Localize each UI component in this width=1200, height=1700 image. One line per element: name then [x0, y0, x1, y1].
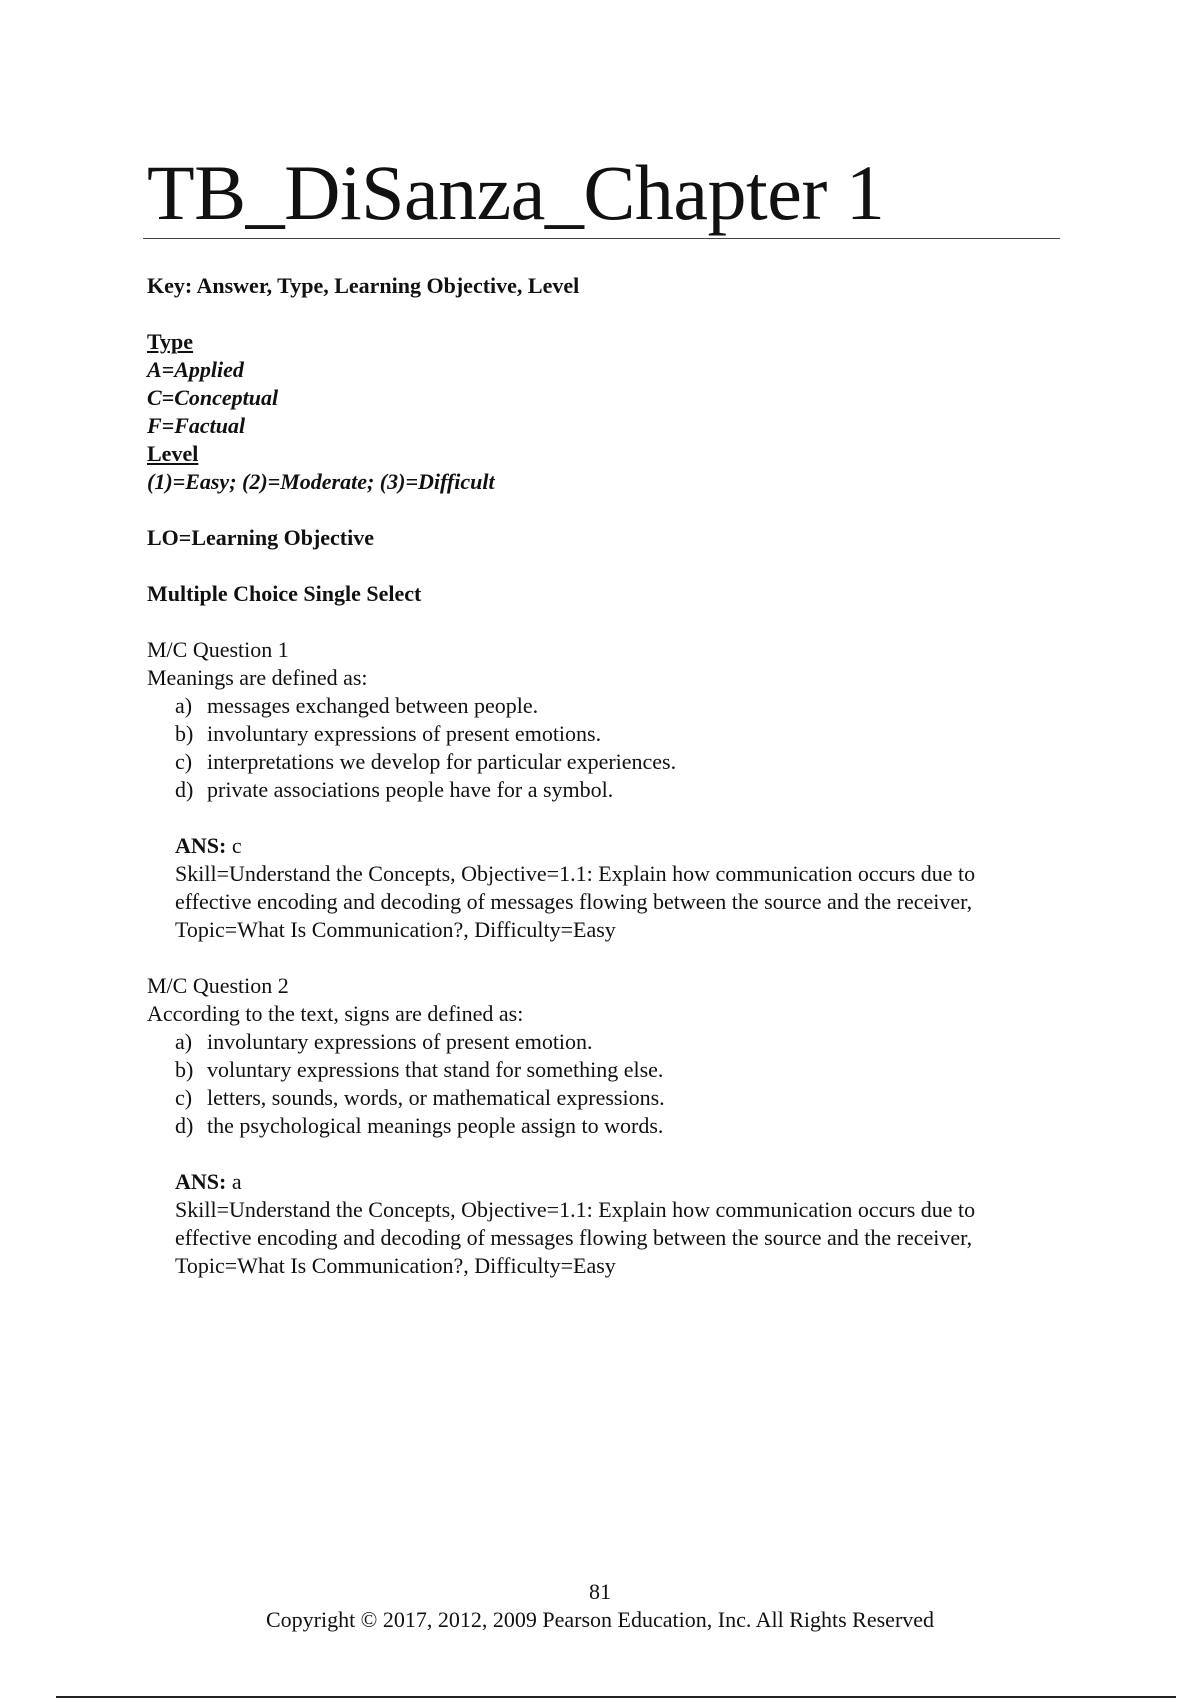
choice-text: letters, sounds, words, or mathematical expressions. — [207, 1085, 665, 1110]
page-number: 81 — [589, 1579, 611, 1604]
choice-b — [147, 1056, 1067, 1084]
choice-letter: c) — [175, 749, 193, 774]
spacer — [147, 300, 1067, 328]
spacer — [147, 804, 1067, 832]
title-underline-rule — [143, 238, 1060, 239]
answer-meta-line: Topic=What Is Communication?, Difficulty=Easy — [175, 1253, 616, 1278]
answer-meta-line: Skill=Understand the Concepts, Objective=1.1: Explain how communication occurs due to — [175, 1197, 976, 1222]
answer-block — [147, 1168, 1067, 1280]
choice-letter: b) — [175, 1057, 194, 1082]
level-items: (1)=Easy; (2)=Moderate; (3)=Difficult — [147, 469, 495, 494]
choice-text: involuntary expressions of present emotion. — [207, 1029, 593, 1054]
spacer — [147, 944, 1067, 972]
choice-letter: c) — [175, 1085, 193, 1110]
answer-line — [175, 1168, 1067, 1196]
answer-label: ANS: — [175, 1169, 227, 1194]
choice-text: involuntary expressions of present emotions. — [207, 721, 602, 746]
spacer — [147, 608, 1067, 636]
type-heading: Type — [147, 329, 194, 354]
choice-d — [147, 776, 1067, 804]
choice-text: voluntary expressions that stand for something else. — [207, 1057, 664, 1082]
page-title: TB_DiSanza_Chapter 1 — [147, 149, 885, 236]
answer-value: a — [226, 1169, 242, 1194]
answer-meta-line: effective encoding and decoding of messages flowing between the source and the receiver, — [175, 1225, 973, 1250]
type-factual: F=Factual — [147, 413, 246, 438]
choice-text: interpretations we develop for particular experiences. — [207, 749, 677, 774]
level-heading: Level — [147, 441, 199, 466]
key-line: Key: Answer, Type, Learning Objective, Level — [147, 273, 580, 298]
choice-text: the psychological meanings people assign to words. — [207, 1113, 664, 1138]
document-body — [147, 272, 1067, 1280]
answer-meta-line: Topic=What Is Communication?, Difficulty=Easy — [175, 917, 616, 942]
answer-meta-line: Skill=Understand the Concepts, Objective=1.1: Explain how communication occurs due to — [175, 861, 976, 886]
type-conceptual: C=Conceptual — [147, 385, 279, 410]
spacer — [147, 552, 1067, 580]
choice-c — [147, 1084, 1067, 1112]
choice-letter: a) — [175, 1029, 193, 1054]
lo-line: LO=Learning Objective — [147, 525, 375, 550]
choice-b — [147, 720, 1067, 748]
choice-letter: b) — [175, 721, 194, 746]
choice-a — [147, 1028, 1067, 1056]
choice-a — [147, 692, 1067, 720]
choice-letter: d) — [175, 1113, 194, 1138]
question-stem: According to the text, signs are defined as: — [147, 1001, 524, 1026]
answer-meta-line: effective encoding and decoding of messages flowing between the source and the receiver, — [175, 889, 973, 914]
answer-label: ANS: — [175, 833, 227, 858]
question-label: M/C Question 2 — [147, 973, 289, 998]
spacer — [147, 1140, 1067, 1168]
answer-line — [175, 832, 1067, 860]
choice-text: private associations people have for a symbol. — [207, 777, 614, 802]
choice-d — [147, 1112, 1067, 1140]
choice-text: messages exchanged between people. — [207, 693, 539, 718]
spacer — [147, 496, 1067, 524]
question-stem: Meanings are defined as: — [147, 665, 368, 690]
question-1 — [147, 636, 1067, 944]
page-bottom-edge — [56, 1696, 1176, 1698]
answer-value: c — [226, 833, 242, 858]
answer-block — [147, 832, 1067, 944]
question-2 — [147, 972, 1067, 1280]
choice-letter: a) — [175, 693, 193, 718]
choice-c — [147, 748, 1067, 776]
choice-letter: d) — [175, 777, 194, 802]
type-applied: A=Applied — [147, 357, 244, 382]
section-heading: Multiple Choice Single Select — [147, 581, 422, 606]
copyright-notice: Copyright © 2017, 2012, 2009 Pearson Education, Inc. All Rights Reserved — [265, 1607, 935, 1632]
question-label: M/C Question 1 — [147, 637, 289, 662]
